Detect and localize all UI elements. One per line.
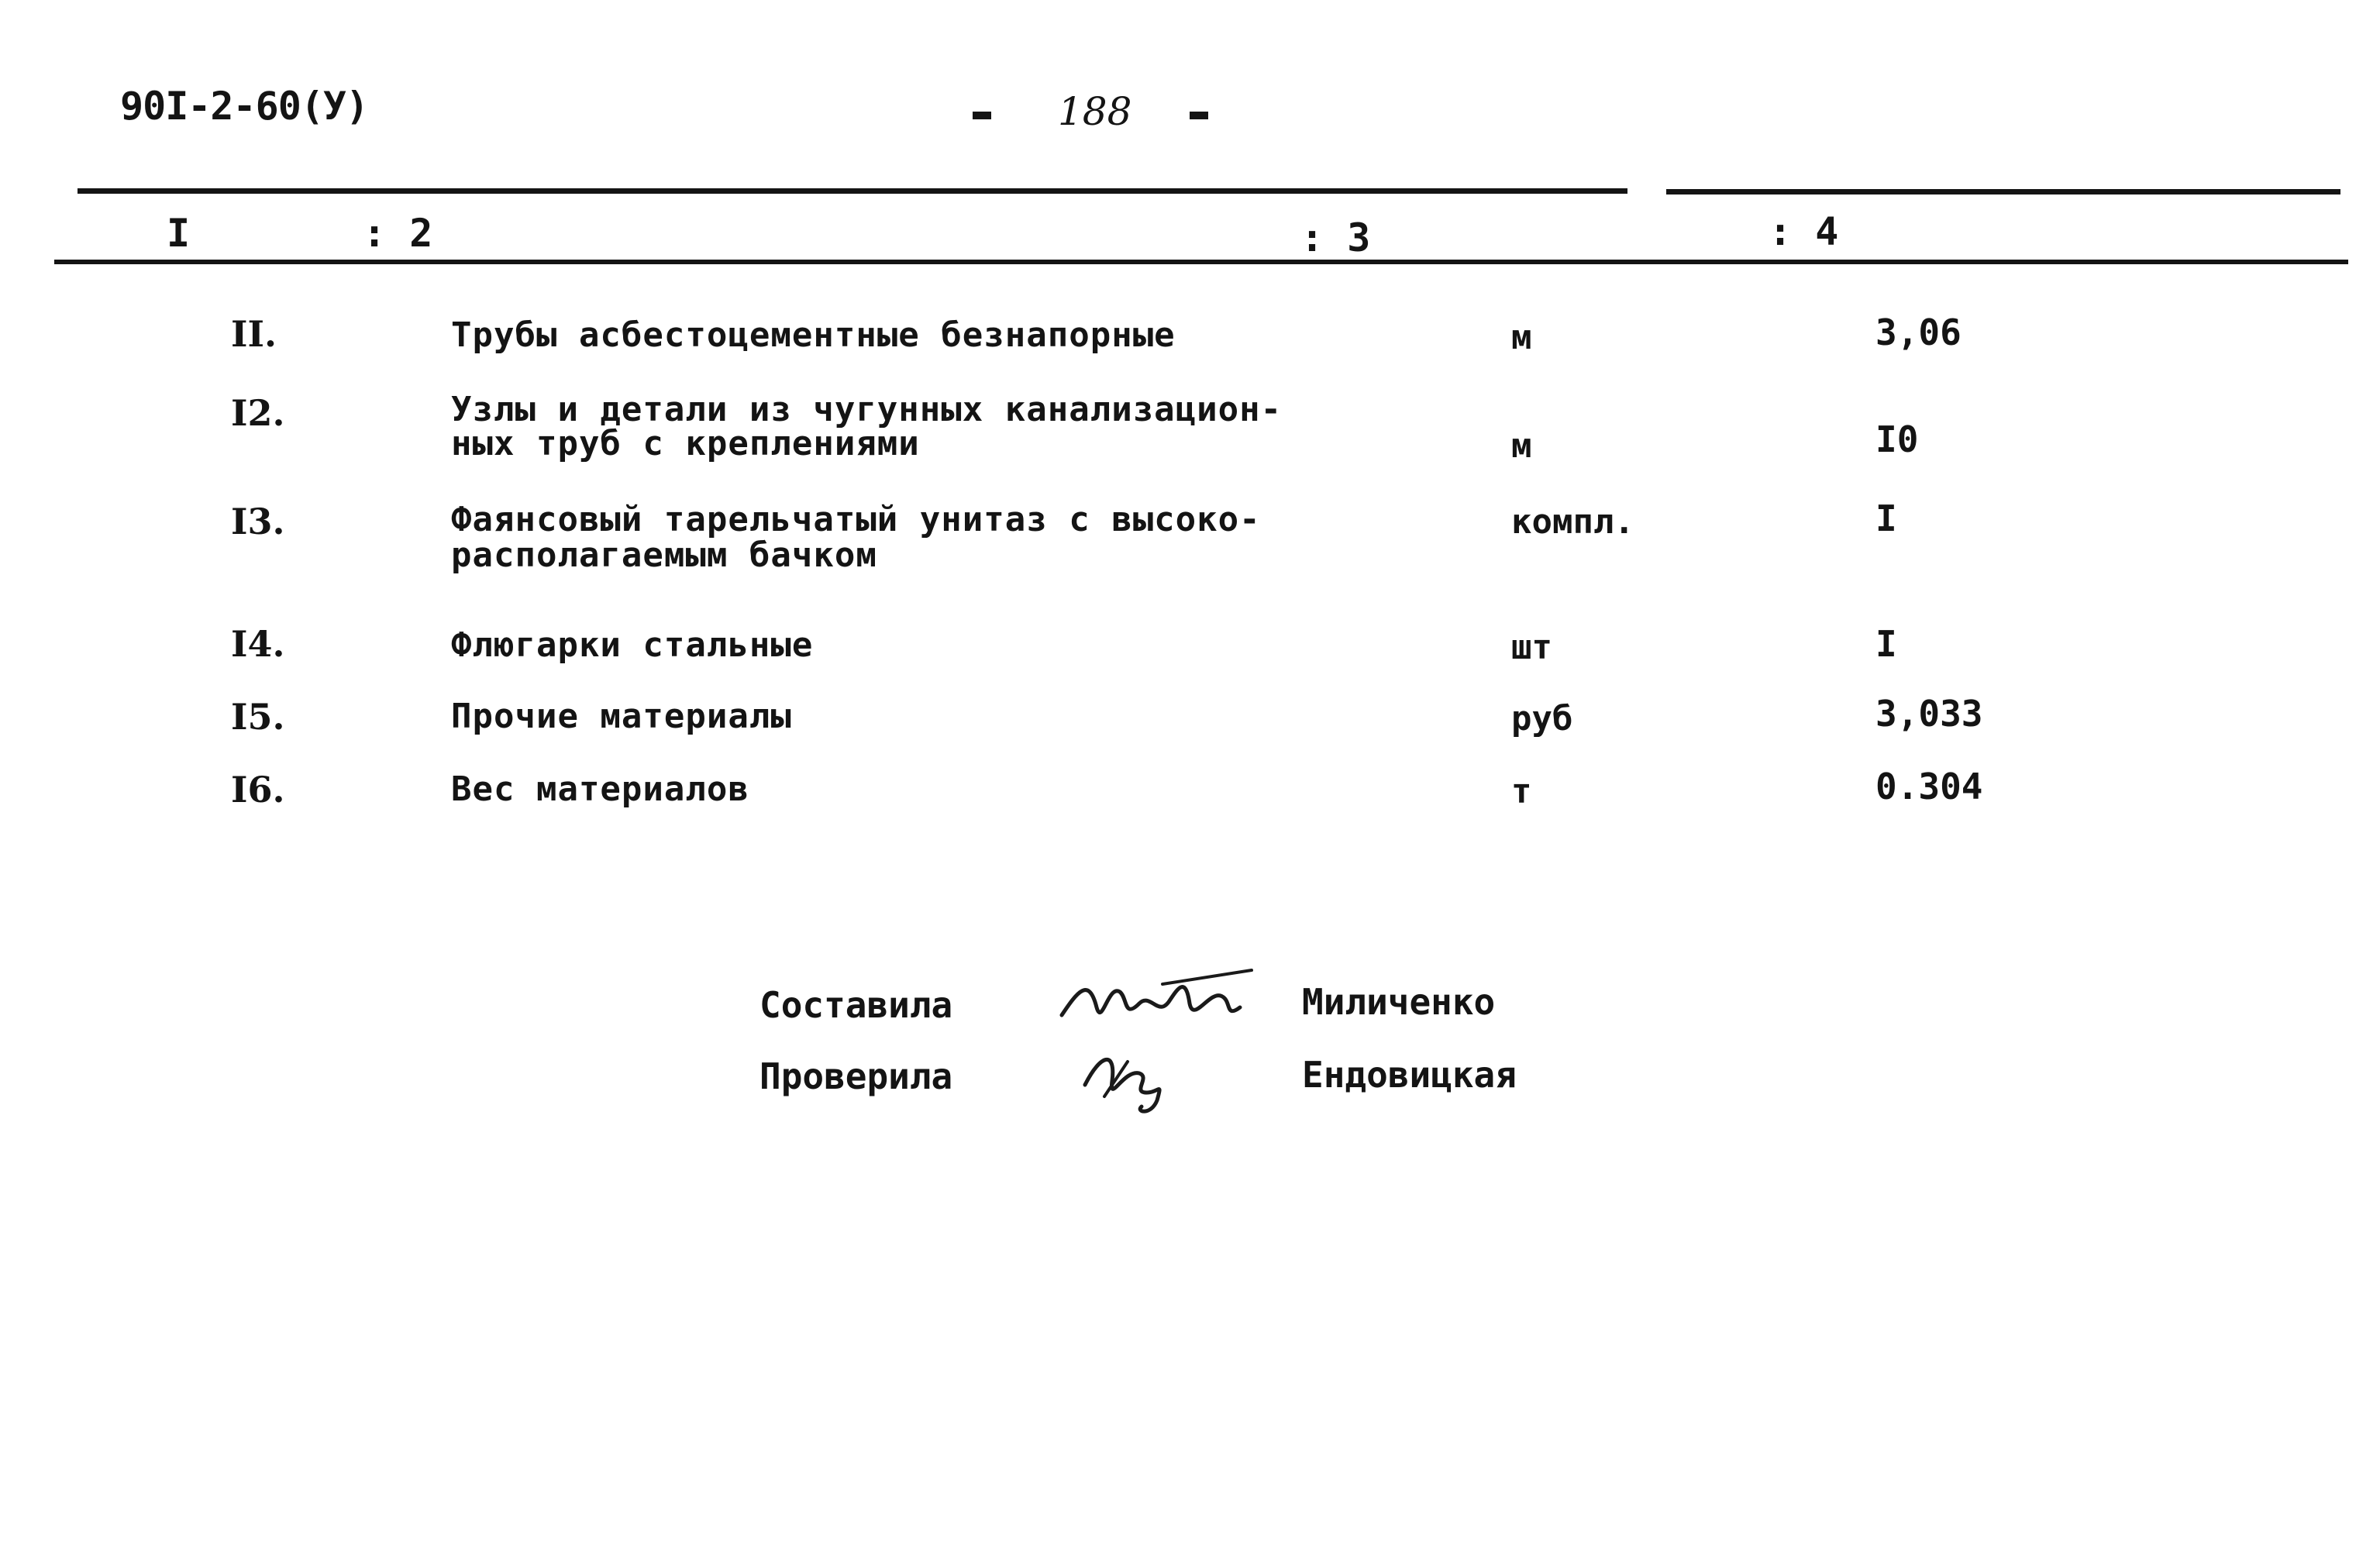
signature-role-checked: Проверила (759, 1055, 953, 1097)
material-name-line1: Узлы и детали из чугунных канализацион- (451, 390, 1283, 429)
handwritten-signature-1 (1054, 961, 1271, 1046)
quantity: 0.304 (1875, 766, 1983, 807)
row-number: I3. (231, 501, 285, 542)
material-name: Прочие материалы (451, 697, 792, 736)
column-header-4: : 4 (1769, 209, 1839, 254)
material-name-line2: располагаемым бачком (451, 535, 877, 575)
page-number: 188 (1058, 89, 1132, 134)
material-name-line1: Фаянсовый тарельчатый унитаз с высоко- (451, 500, 1261, 539)
row-number: I2. (231, 392, 285, 434)
column-header-2: : 2 (363, 211, 433, 256)
page-dash-left (973, 112, 991, 119)
material-name-line2: ных труб с креплениями (451, 424, 920, 463)
row-number: I4. (231, 623, 285, 665)
material-name: Вес материалов (451, 769, 749, 809)
row-number: II. (231, 313, 277, 355)
material-name: Флюгарки стальные (451, 625, 814, 665)
row-number: I5. (231, 696, 285, 738)
quantity: I (1875, 623, 1897, 665)
table-top-rule-right (1666, 189, 2340, 194)
row-number: I6. (231, 769, 285, 811)
material-name: Трубы асбестоцементные безнапорные (451, 315, 1176, 355)
page-dash-right (1190, 112, 1208, 119)
unit: м (1511, 426, 1532, 466)
table-header-bottom-rule (54, 260, 2348, 264)
quantity: 3,033 (1875, 693, 1983, 735)
signature-role-compiled: Составила (759, 984, 953, 1026)
unit: т (1511, 772, 1532, 811)
quantity: 3,06 (1875, 312, 1962, 353)
signature-name-compiled: Миличенко (1302, 981, 1496, 1023)
document-code: 90I-2-60(У) (120, 84, 369, 129)
quantity: I0 (1875, 418, 1919, 460)
column-header-3: : 3 (1300, 215, 1371, 260)
handwritten-signature-2 (1073, 1038, 1182, 1124)
unit: м (1511, 318, 1532, 357)
column-header-1: I (167, 211, 191, 256)
signature-name-checked: Ендовицкая (1302, 1054, 1517, 1096)
unit: компл. (1511, 502, 1634, 542)
table-top-rule-left (77, 188, 1627, 194)
quantity: I (1875, 497, 1897, 539)
unit: шт (1511, 628, 1552, 667)
unit: руб (1511, 699, 1573, 738)
